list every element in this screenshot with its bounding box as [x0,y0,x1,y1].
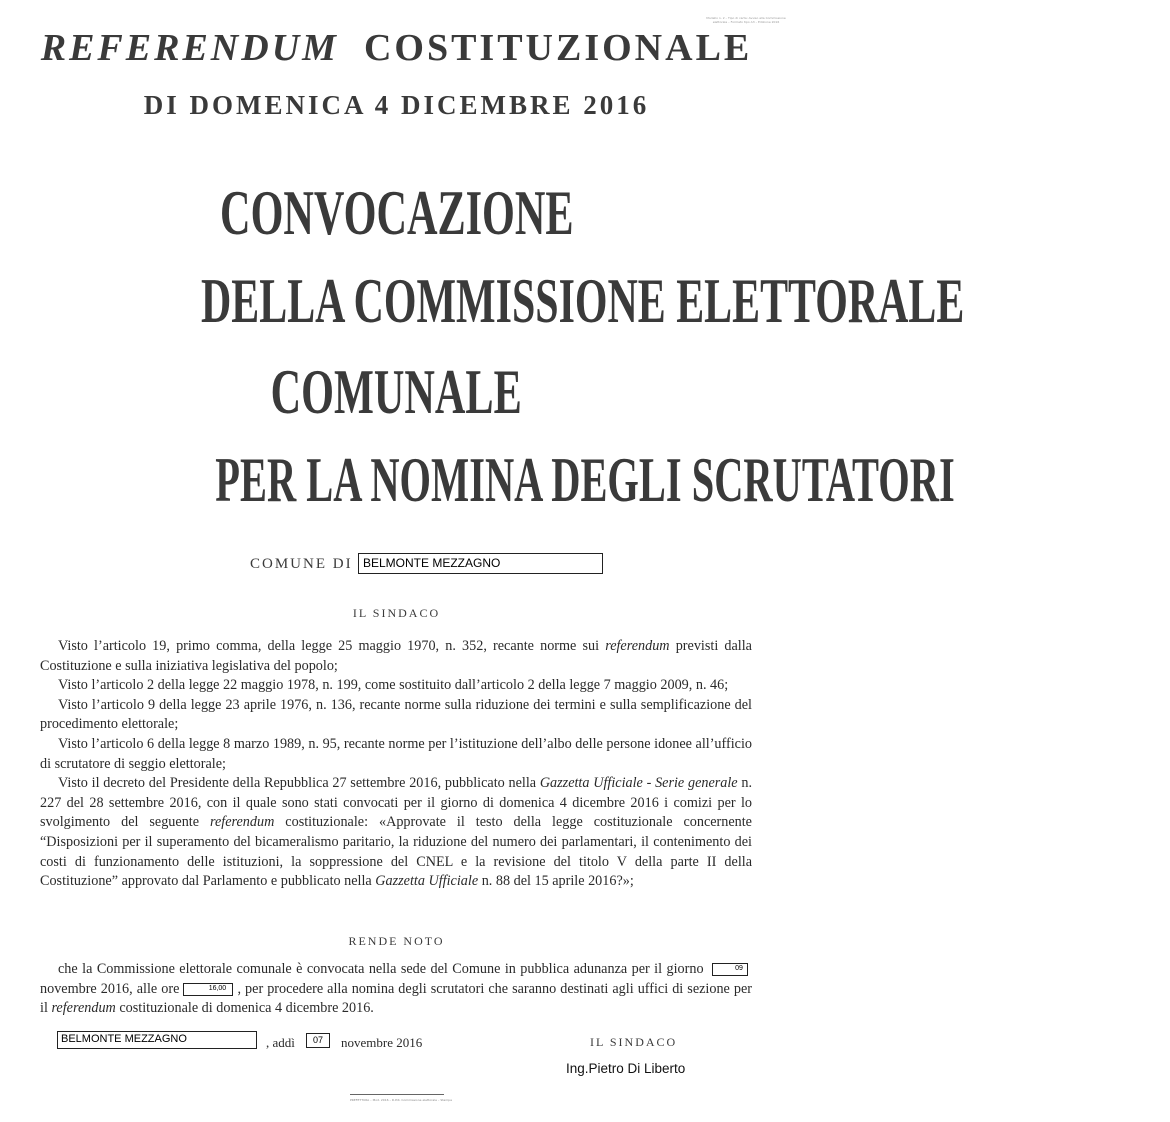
footer-divider [350,1094,444,1095]
decreto-text: costituzionale: «Approvate il testo della legge costituzionale concernente “Disposizioni per il superamento del bicameralismo paritario, la riduzione del numero dei parlamentari, il contenimento dei costi di funzionamento delle istituzioni, la soppressione del CNEL e la revisione del titolo V della parte II della Costituzione” approvato dal Parlamento e pubblicato nella [40,814,752,890]
signing-day-field[interactable]: 07 [306,1033,330,1048]
visto-text: Visto l’articolo 9 della legge 23 aprile 1976, n. 136, recante norme sulla riduzione dei termini e sulla semplificazione del procedimento elettorale; [40,696,752,733]
decreto-text: Visto il decreto del Presidente della Repubblica 27 settembre 2016, pubblicato nella [58,775,540,792]
visto-paragraph [40,735,752,774]
title-line-4-text: PER LA NOMINA DEGLI SCRUTATORI [215,444,955,515]
comune-label: COMUNE DI [250,556,353,572]
sindaco-heading: IL SINDACO [352,606,441,620]
notice-text: , per procedere alla nomina degli scrutatori che saranno destinati agli uffici di sezione per il [40,980,753,1017]
comune-field[interactable]: BELMONTE MEZZAGNO [358,553,603,574]
visto-text-end: previsti dalla Costituzione e sulla iniziativa legislativa del popolo; [40,638,752,674]
referendum-heading [0,26,793,70]
decreto-paragraph [40,774,752,892]
notice-text: costituzionale di domenica 4 dicembre 2016. [115,1000,374,1017]
visto-paragraph [40,637,752,676]
notice-paragraph [40,960,752,1019]
signer-name: Ing.Pietro Di Liberto [566,1061,686,1076]
referendum-word: REFERENDUM [40,27,339,69]
gazzetta-italic: Gazzetta Ufficiale [375,873,479,890]
referendum-italic: referendum [209,814,275,831]
title-line-2-text: DELLA COMMISSIONE ELETTORALE [201,265,965,336]
visto-text: Visto l’articolo 2 della legge 22 maggio 1978, n. 199, come sostituito dall’articolo 2 della legge 7 maggio 2009, n. 46; [58,677,729,694]
visto-italic: referendum [605,638,670,654]
signing-month-year: novembre 2016 [341,1035,423,1050]
rende-noto-heading: RENDE NOTO [348,934,445,948]
decreto-text: n. 227 del 28 settembre 2016, con il quale sono stati convocati per il giorno di domenica 4 dicembre 2016 i comizi per lo svolgimento del seguente [40,775,752,831]
title-line-1-text: CONVOCAZIONE [219,177,574,248]
title-line-4 [0,443,955,517]
addi-label: , addì [266,1035,295,1050]
date-line: DI DOMENICA 4 DICEMBRE 2016 [143,90,650,120]
costituzionale-word: COSTITUZIONALE [363,27,753,69]
visto-paragraph [40,696,752,735]
sindaco-signature-title: IL SINDACO [590,1035,678,1049]
referendum-italic: referendum [51,1000,116,1017]
visti-section [40,637,752,892]
gazzetta-italic: Gazzetta Ufficiale - Serie generale [539,775,738,792]
decreto-text: n. 88 del 15 aprile 2016?»; [478,873,634,890]
title-line-1 [0,176,793,250]
title-line-3 [0,355,793,429]
visto-text: Visto l’articolo 6 della legge 8 marzo 1989, n. 95, recante norme per l’istituzione dell’albo delle persone idonee all’ufficio di scrutatore di seggio elettorale; [40,735,752,772]
meeting-hour-field[interactable]: 16,00 [183,983,233,996]
notice-section [40,960,752,1019]
visto-paragraph [40,676,752,696]
notice-text: novembre 2016, alle ore [40,980,184,997]
notice-text: che la Commissione elettorale comunale è convocata nella sede del Comune in pubblica adunanza per il giorno [58,961,704,977]
title-line-2 [0,264,965,338]
visto-text: Visto l’articolo 19, primo comma, della legge 25 maggio 1970, n. 352, recante norme sui [58,638,606,654]
signing-place-field[interactable]: BELMONTE MEZZAGNO [57,1031,257,1049]
printer-note: Modello n. 2 – Tipo di carta: Avviso alla Commissione elettorale – Formato tipo A3 – Edizione 2016 [706,16,786,24]
footer-note: PREFETTURA – Mod. 2016 – D.P.R. Commissione elettorale – Stampa [350,1098,452,1102]
meeting-day-field[interactable]: 09 [712,963,748,976]
title-line-3-text: COMUNALE [270,356,523,427]
